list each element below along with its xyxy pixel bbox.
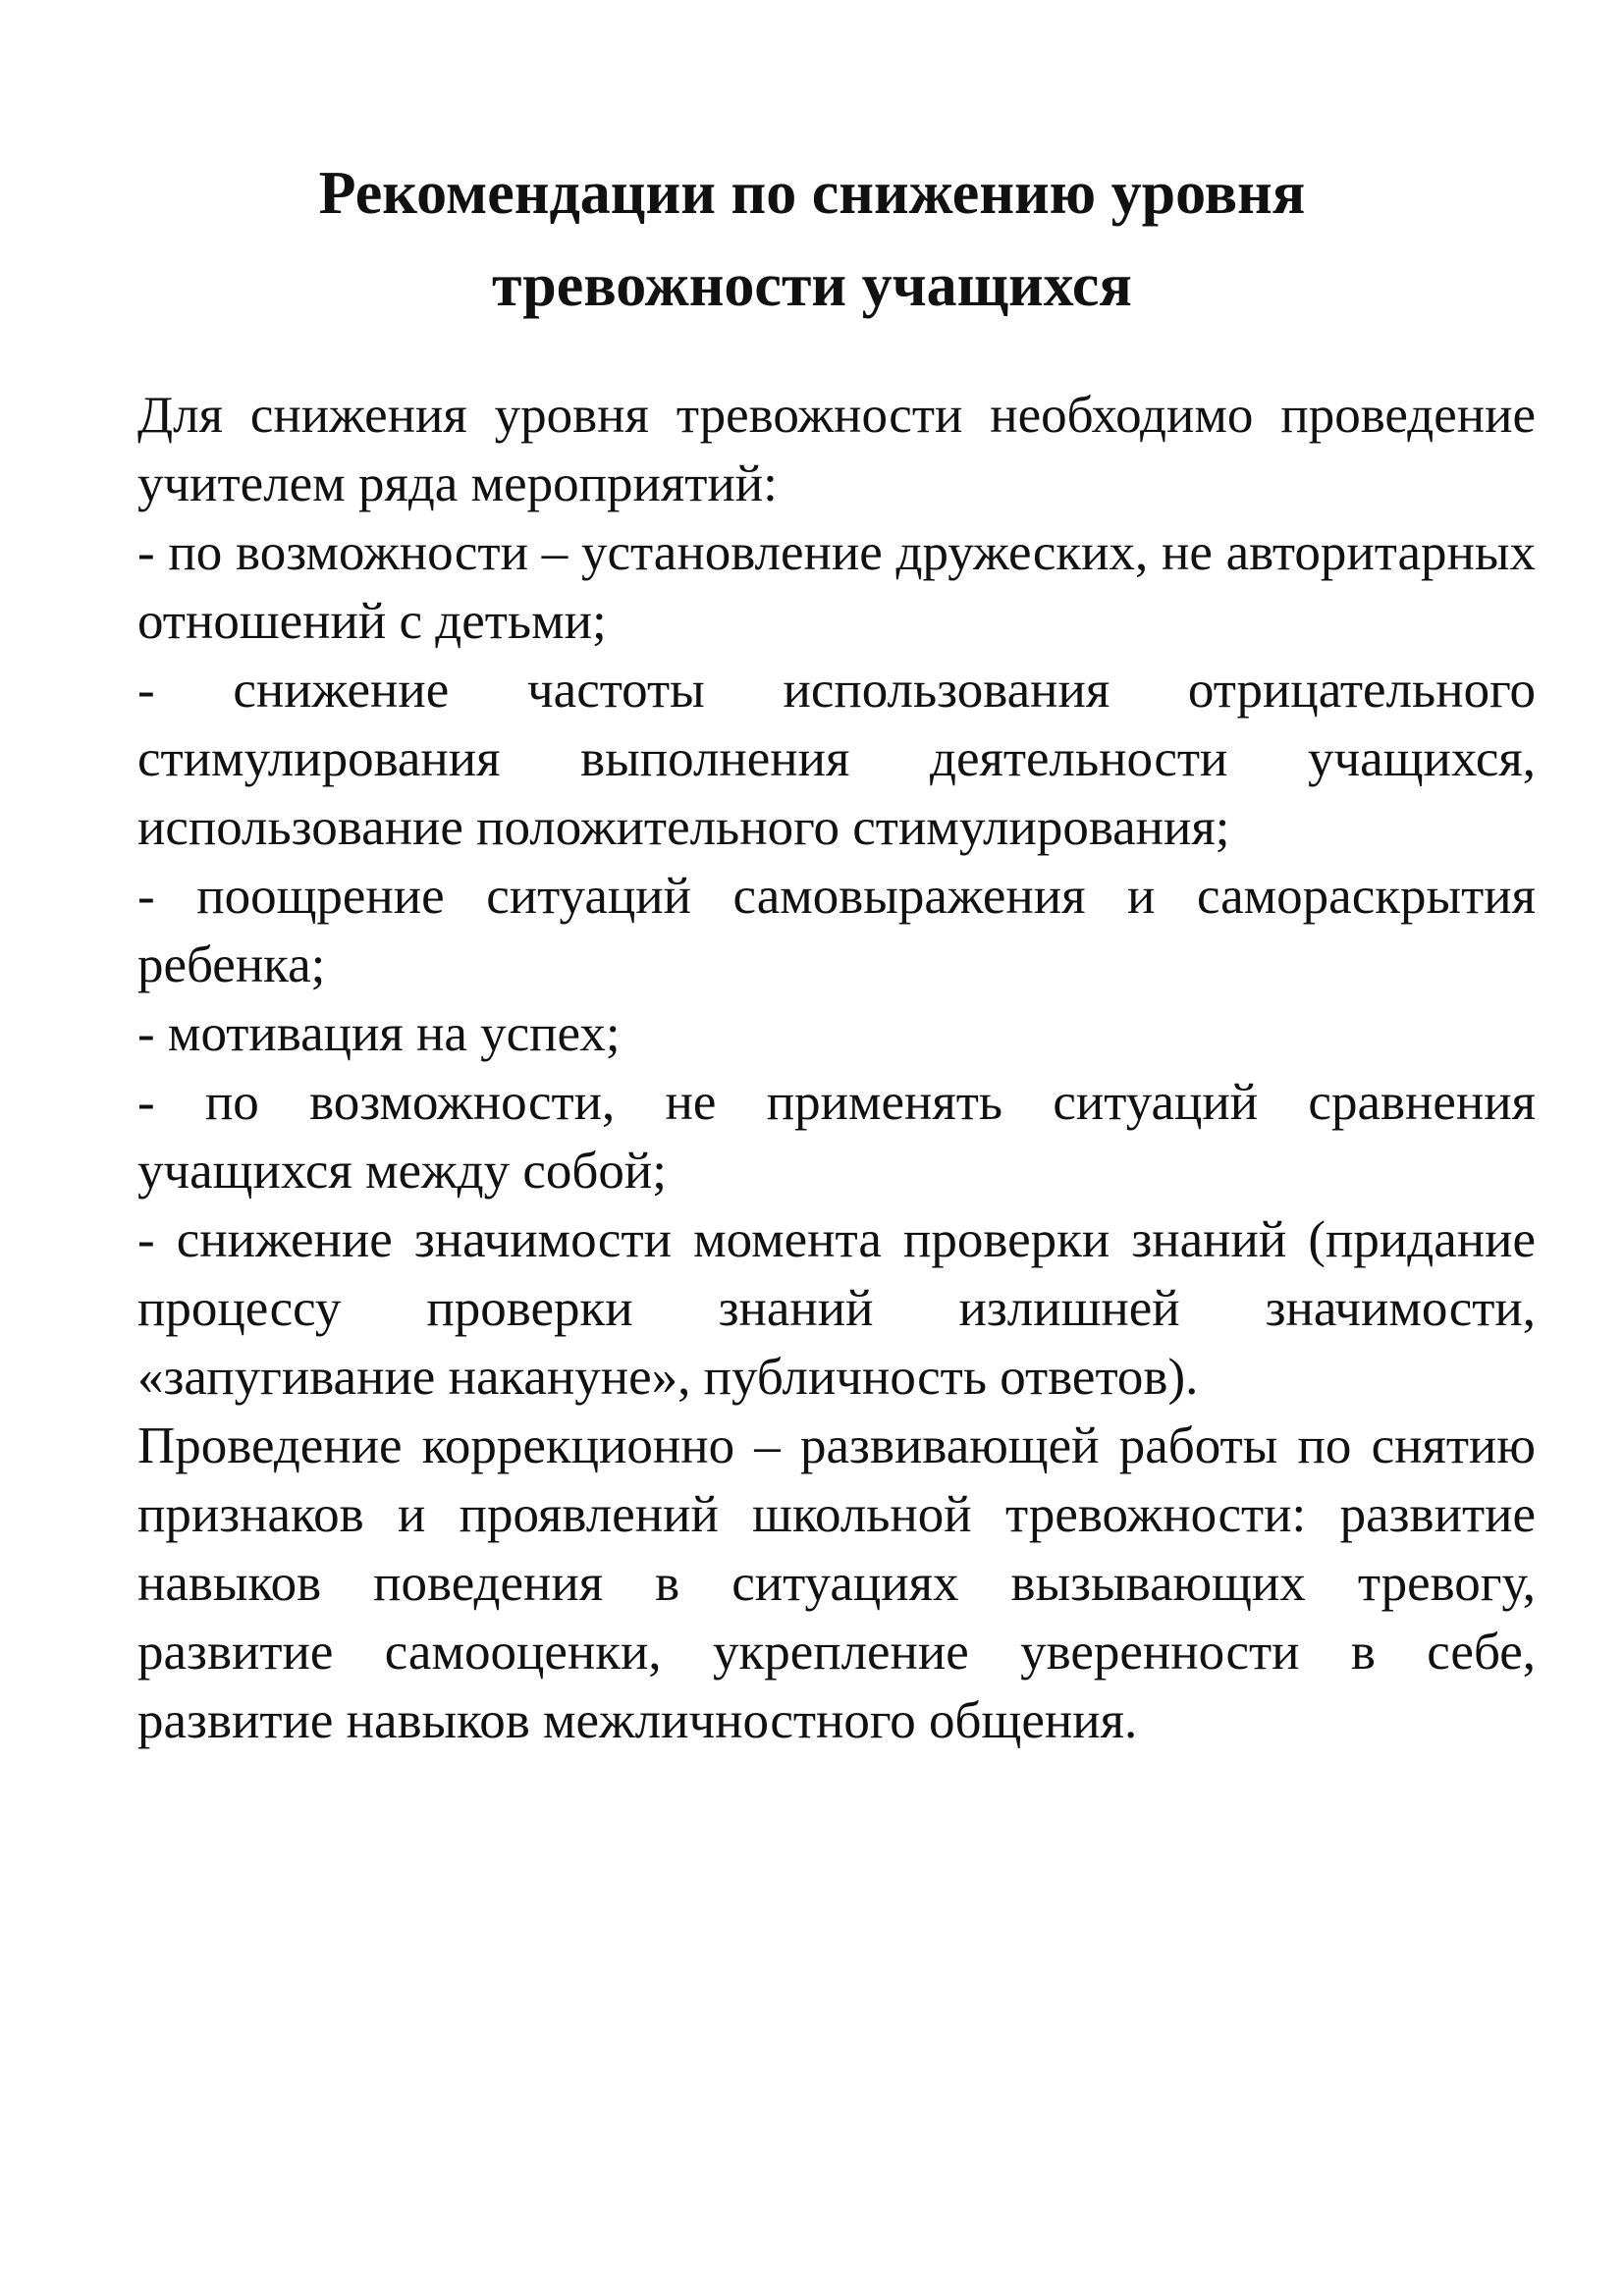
list-item-knowledge-check: - снижение значимости момента проверки знаний (придание процессу проверки знаний излишней значимости, «запугивание накануне», публичность ответов). <box>137 1211 1536 1406</box>
title-line-1: Рекомендации по снижению уровня <box>318 160 1306 227</box>
document-title <box>118 147 1506 332</box>
title-line-2: тревожности учащихся <box>492 252 1132 319</box>
list-item-no-comparison: - по возможности, не применять ситуаций сравнения учащихся между собой; <box>137 1074 1536 1200</box>
intro-paragraph: Для снижения уровня тревожности необходимо проведение учителем ряда мероприятий: <box>137 387 1536 512</box>
list-item-negative-stimulation: - снижение частоты использования отрицательного стимулирования выполнения деятельности учащихся, использование положительного стимулирования; <box>137 662 1536 856</box>
list-item-self-expression: - поощрение ситуаций самовыражения и самораскрытия ребенка; <box>137 868 1536 993</box>
list-item-success-motivation: - мотивация на успех; <box>137 1005 621 1062</box>
list-item-friendly-relations: - по возможности – установление дружеских, не авторитарных отношений с детьми; <box>137 524 1536 650</box>
document-body <box>137 381 1536 1755</box>
closing-paragraph: Проведение коррекционно – развивающей работы по снятию признаков и проявлений школьной тревожности: развитие навыков поведения в ситуациях вызывающих тревогу, развитие самооценки, укрепление уверенности в себе, развитие навыков межличностного общения. <box>137 1417 1536 1749</box>
